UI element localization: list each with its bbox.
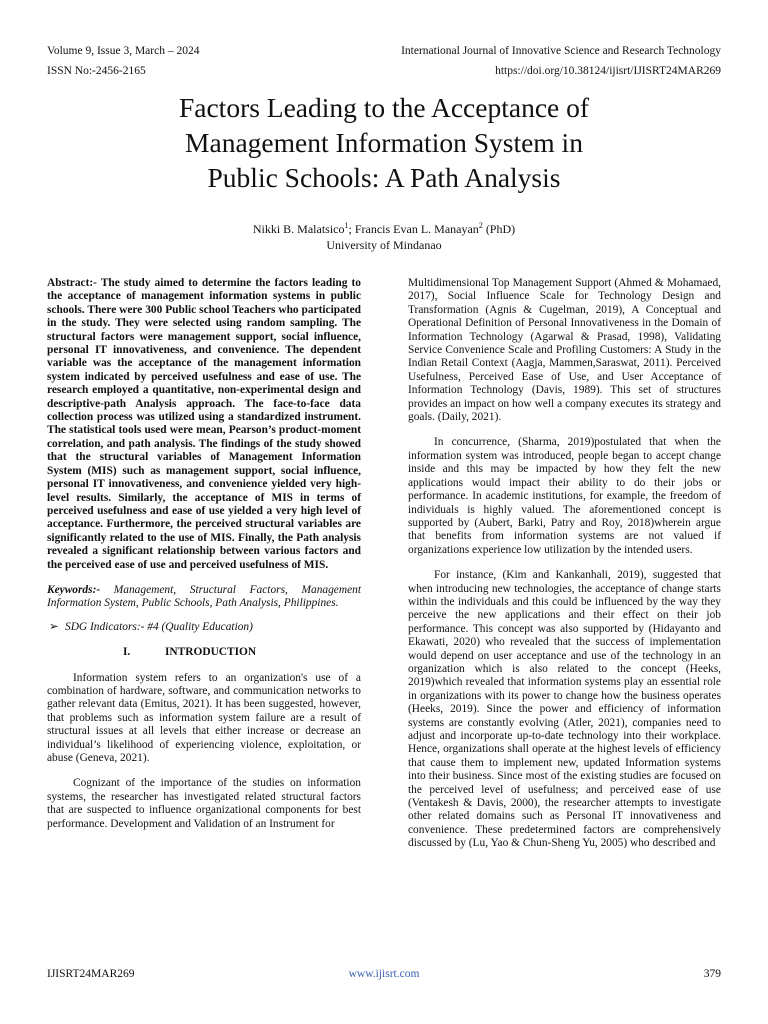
keywords — [47, 584, 361, 611]
author-1: Nikki B. Malatsico — [252, 222, 345, 236]
right-column — [408, 277, 721, 851]
title-line: Public Schools: A Path Analysis — [207, 162, 561, 193]
body-paragraph: Information system refers to an organization's use of a combination of hardware, software, and communication networks to gather relevant data (Emitus, 2021). It has been suggested, however, that problems such as information system failure are a result of structural issues at all levels that either increase or decrease an individual’s likelihood of experiencing violence, exploitation, or abuse (Geneva, 2021). — [47, 671, 361, 764]
section-title: INTRODUCTION — [165, 646, 257, 659]
body-paragraph: For instance, (Kim and Kankanhali, 2019), suggested that when introducing new technologies, the acceptance of change starts within the individuals and this could be influenced by the way they perceive the new applications and their effect on their job performance. This concept was also supported by (Hidayanto and Ekawati, 2020) who revealed that the success of implementation would depend on user acceptance and use of the technology in an organization which is also related to the concept (Heeks, 2019)which revealed that information systems play an essential role in organizations with its power to change how the business operates (Heeks, 2019). Since the power and efficiency of information systems are constantly evolving (Atler, 2021), companies need to adjust and incorporate up-to-date technology into their workplace. Hence, organizations shall operate at the highest levels of efficiency that cause them to implement new, updated Information systems into their business. Since most of the existing studies are focused on the perceived level of usefulness; and perceived ease of use (Ventakesh & Davis, 2000), the researcher attempts to investigate other related domains such as Personal IT innovativeness and convenience. These predetermined factors are comprehensively discussed by (Lu, Yao & Chun-Sheng Yu, 2005) who described and — [408, 569, 721, 850]
abstract: Abstract:- The study aimed to determine the factors leading to the acceptance of management information systems in public schools. There were 300 Public school Teachers who participated in the study. They were selected using random sampling. The structural factors were management support, social influence, personal IT innovativeness, and convenience. The dependent variable was the acceptance of the management information system indicated by perceived usefulness and ease of use. The research employed a quantitative, non-experimental design and descriptive-path Analysis approach. The face-to-face data collection process was utilized using a standardized instrument. The statistical tools used were mean, Pearson’s product-moment correlation, and path analysis. The findings of the study showed that the structural variables of Management Information System (MIS) such as management support, social influence, personal IT innovativeness, and convenience yielded very high-level results. Similarly, the acceptance of MIS in terms of perceived usefulness and ease of use yielded a very high level of acceptance. Furthermore, the perceived structural variables are significantly related to the use of MIS. Finally, the Path analysis revealed a significant relationship between various factors and the perceived ease of use and perceived usefulness of MIS. — [47, 277, 361, 571]
footer-website-link[interactable]: www.ijisrt.com — [348, 968, 420, 980]
author-separator: ; — [348, 222, 355, 236]
body-paragraph: In concurrence, (Sharma, 2019)postulated that when the information system was introduced, people began to accept change inside and this may be impacted by how they felt the new applications would impact their ability to do their jobs or performance. In academic institutions, for example, the freedom of individuals is highly valued. The aforementioned concept is supported by (Aubert, Barki, Patry and Roy, 2018)wherein argue that benefits from information systems are not valued if organizations experience low utilization by the intended users. — [408, 436, 721, 556]
author-1-affiliation-mark: 1 — [344, 221, 349, 230]
keywords-label: Keywords:- — [47, 583, 101, 596]
footer-code: IJISRT24MAR269 — [47, 968, 135, 980]
issn: ISSN No:-2456-2165 — [47, 65, 146, 77]
author-2: Francis Evan L. Manayan — [354, 222, 479, 236]
author-2-affiliation-mark: 2 — [478, 221, 483, 230]
sdg-text: SDG Indicators:- #4 (Quality Education) — [65, 620, 253, 633]
title-line: Management Information System in — [185, 127, 583, 158]
arrow-bullet-icon: ➢ — [49, 620, 59, 633]
doi-link[interactable]: https://doi.org/10.38124/ijisrt/IJISRT24MAR269 — [495, 65, 721, 77]
affiliation: University of Mindanao — [326, 238, 442, 252]
title-line: Factors Leading to the Acceptance of — [178, 92, 590, 123]
volume-info: Volume 9, Issue 3, March – 2024 — [47, 45, 200, 57]
section-heading — [47, 646, 361, 659]
section-number: I. — [123, 646, 131, 659]
body-paragraph: Multidimensional Top Management Support (Ahmed & Mohamaed, 2017), Social Influence Scale for Technology Design and Transformation (Agnis & Cugelman, 2019), A Conceptual and Operational Definition of Personal Innovativeness in the Domain of Information Technology (Agarwal & Prasad, 1998), Validating Service Convenience Scale and Profiling Customers: A Study in the Indian Retail Context (Aagja, Mammen,Saraswat, 2011). Perceived Usefulness, Perceived Ease of Use, and User Acceptance of Information Technology (Davis, 1989). This set of structures provides an impact on how well a company executes its strategy and goals. (Daily, 2021). — [408, 277, 721, 424]
author-block — [0, 218, 768, 253]
journal-name: International Journal of Innovative Science and Research Technology — [401, 45, 721, 57]
body-paragraph: Cognizant of the importance of the studies on information systems, the researcher has investigated related structural factors that are suspected to influence organizational components for best performance. Development and Validation of an Instrument for — [47, 777, 361, 830]
author-names — [0, 218, 768, 237]
paper-title — [80, 90, 688, 195]
keywords-text: Management, Structural Factors, Management Information System, Public Schools, Path Analysis, Philippines. — [47, 583, 361, 610]
left-column — [47, 277, 361, 831]
sdg-indicators — [47, 621, 361, 634]
page-number: 379 — [703, 968, 721, 980]
author-2-degree: (PhD) — [482, 222, 516, 236]
